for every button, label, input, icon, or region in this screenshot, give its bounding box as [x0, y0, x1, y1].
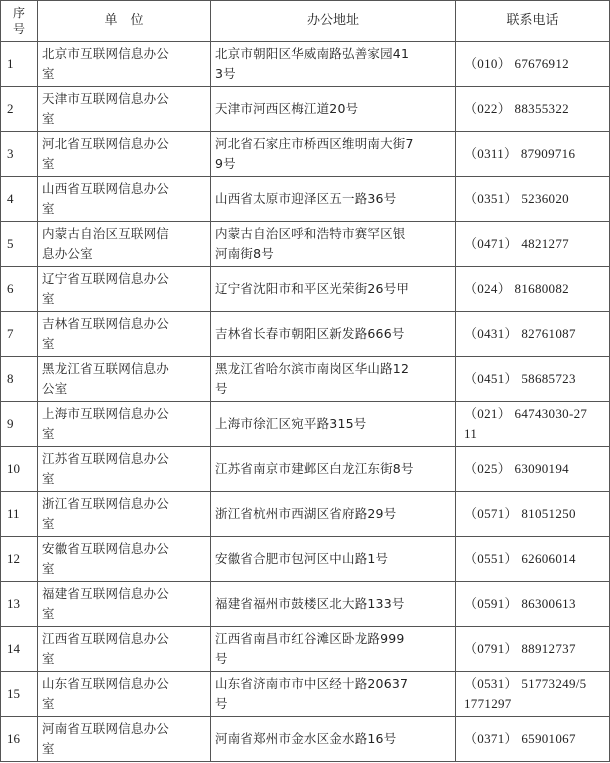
cell-address: 辽宁省沈阳市和平区光荣街26号甲 [211, 267, 456, 312]
table-row [1, 222, 610, 267]
cell-unit: 河北省互联网信息办公 室 [38, 132, 211, 177]
cell-address: 内蒙古自治区呼和浩特市赛罕区银 河南街8号 [211, 222, 456, 267]
cell-address: 福建省福州市鼓楼区北大路133号 [211, 582, 456, 627]
cell-phone: （0471） 4821277 [456, 222, 610, 267]
table-row [1, 87, 610, 132]
table-row [1, 132, 610, 177]
cell-index: 4 [1, 177, 38, 222]
cell-index: 16 [1, 717, 38, 762]
cell-phone: （0791） 88912737 [456, 627, 610, 672]
cell-phone: （022） 88355322 [456, 87, 610, 132]
cell-index: 3 [1, 132, 38, 177]
table-row [1, 42, 610, 87]
header-unit: 单 位 [38, 1, 211, 42]
cell-index: 12 [1, 537, 38, 582]
cell-index: 14 [1, 627, 38, 672]
header-phone: 联系电话 [456, 1, 610, 42]
cell-unit: 北京市互联网信息办公 室 [38, 42, 211, 87]
cell-unit: 上海市互联网信息办公 室 [38, 402, 211, 447]
cell-phone: （025） 63090194 [456, 447, 610, 492]
cell-address: 江西省南昌市红谷滩区卧龙路999 号 [211, 627, 456, 672]
cell-unit: 山西省互联网信息办公 室 [38, 177, 211, 222]
cell-address: 安徽省合肥市包河区中山路1号 [211, 537, 456, 582]
cell-index: 7 [1, 312, 38, 357]
header-index: 序 号 [1, 1, 38, 42]
cell-index: 15 [1, 672, 38, 717]
cell-phone: （0451） 58685723 [456, 357, 610, 402]
cell-phone: （0591） 86300613 [456, 582, 610, 627]
cell-phone: （0531） 51773249/5 1771297 [456, 672, 610, 717]
cell-unit: 山东省互联网信息办公 室 [38, 672, 211, 717]
table-row [1, 447, 610, 492]
cell-unit: 河南省互联网信息办公 室 [38, 717, 211, 762]
cell-phone: （0311） 87909716 [456, 132, 610, 177]
table-row [1, 672, 610, 717]
table-row [1, 312, 610, 357]
cell-address: 吉林省长春市朝阳区新发路666号 [211, 312, 456, 357]
cell-index: 6 [1, 267, 38, 312]
cell-unit: 辽宁省互联网信息办公 室 [38, 267, 211, 312]
table-row [1, 402, 610, 447]
cell-phone: （0571） 81051250 [456, 492, 610, 537]
cell-index: 5 [1, 222, 38, 267]
cell-address: 江苏省南京市建邺区白龙江东街8号 [211, 447, 456, 492]
cell-phone: （010） 67676912 [456, 42, 610, 87]
cell-index: 9 [1, 402, 38, 447]
cell-address: 天津市河西区梅江道20号 [211, 87, 456, 132]
cell-unit: 内蒙古自治区互联网信 息办公室 [38, 222, 211, 267]
cell-address: 浙江省杭州市西湖区省府路29号 [211, 492, 456, 537]
cell-index: 8 [1, 357, 38, 402]
cell-unit: 江西省互联网信息办公 室 [38, 627, 211, 672]
cell-address: 河北省石家庄市桥西区维明南大街7 9号 [211, 132, 456, 177]
cell-phone: （0371） 65901067 [456, 717, 610, 762]
cell-address: 山东省济南市市中区经十路20637 号 [211, 672, 456, 717]
cell-address: 上海市徐汇区宛平路315号 [211, 402, 456, 447]
cell-phone: （0551） 62606014 [456, 537, 610, 582]
cell-unit: 天津市互联网信息办公 室 [38, 87, 211, 132]
header-address: 办公地址 [211, 1, 456, 42]
cell-phone: （024） 81680082 [456, 267, 610, 312]
cell-phone: （0351） 5236020 [456, 177, 610, 222]
cell-unit: 江苏省互联网信息办公 室 [38, 447, 211, 492]
table-row [1, 357, 610, 402]
cell-address: 黑龙江省哈尔滨市南岗区华山路12 号 [211, 357, 456, 402]
cell-phone: （0431） 82761087 [456, 312, 610, 357]
table-row [1, 717, 610, 762]
table-row [1, 492, 610, 537]
header-row [1, 1, 610, 42]
table-row [1, 627, 610, 672]
cell-index: 2 [1, 87, 38, 132]
cell-index: 10 [1, 447, 38, 492]
cell-address: 河南省郑州市金水区金水路16号 [211, 717, 456, 762]
cell-unit: 吉林省互联网信息办公 室 [38, 312, 211, 357]
cell-index: 13 [1, 582, 38, 627]
cell-address: 北京市朝阳区华威南路弘善家园41 3号 [211, 42, 456, 87]
cell-index: 11 [1, 492, 38, 537]
table-row [1, 177, 610, 222]
cell-unit: 黑龙江省互联网信息办 公室 [38, 357, 211, 402]
cell-index: 1 [1, 42, 38, 87]
cell-unit: 安徽省互联网信息办公 室 [38, 537, 211, 582]
cell-unit: 福建省互联网信息办公 室 [38, 582, 211, 627]
cell-unit: 浙江省互联网信息办公 室 [38, 492, 211, 537]
cell-phone: （021） 64743030-27 11 [456, 402, 610, 447]
cell-address: 山西省太原市迎泽区五一路36号 [211, 177, 456, 222]
table-row [1, 537, 610, 582]
table-row [1, 267, 610, 312]
table-row [1, 582, 610, 627]
